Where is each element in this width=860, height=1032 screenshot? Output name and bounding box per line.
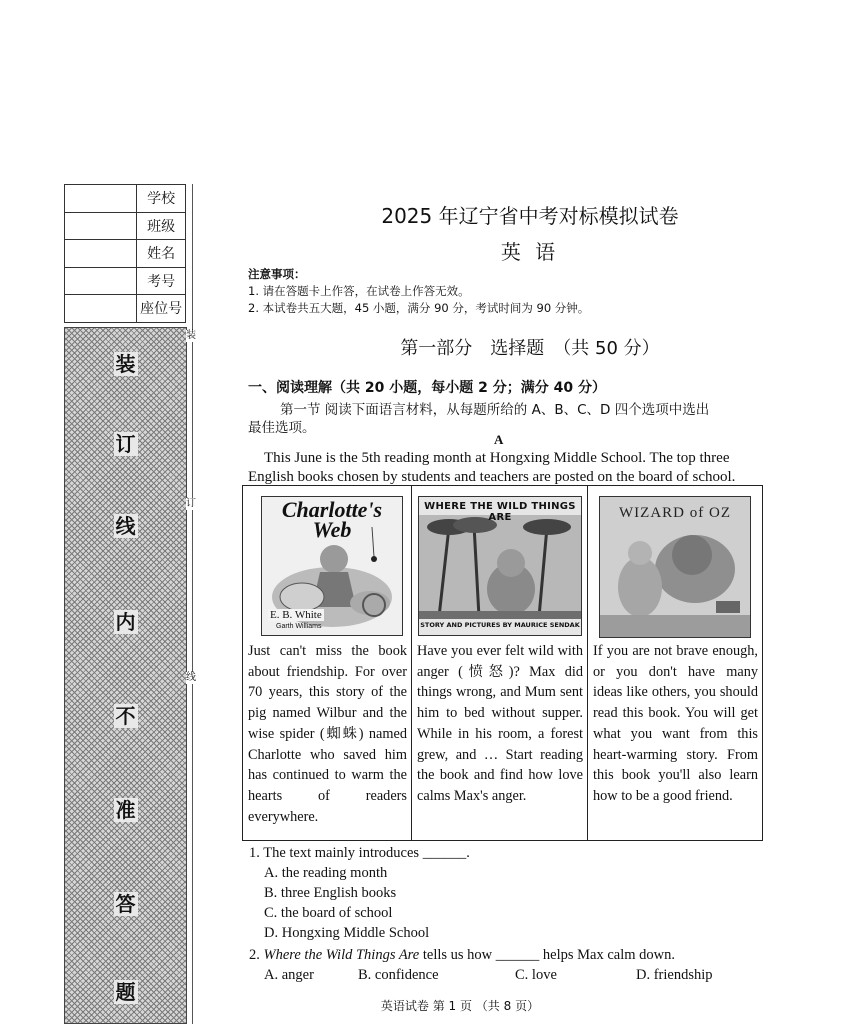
line-mark: 线: [186, 672, 196, 683]
binding-char: 线: [115, 514, 136, 538]
part-title: 第一部分 选择题 （共 50 分）: [400, 338, 660, 359]
cover-title-line: Charlotte's: [281, 497, 383, 522]
question-1-option-c[interactable]: C. the board of school: [264, 905, 393, 921]
name-label: 姓名: [137, 240, 186, 268]
seat-field[interactable]: [65, 295, 137, 323]
name-field[interactable]: [65, 240, 137, 268]
question-2-option-b[interactable]: B. confidence: [358, 967, 439, 983]
line-mark: 装: [186, 330, 196, 341]
notes-heading: 注意事项：: [248, 267, 306, 281]
book-column-charlottes-web: [243, 486, 411, 840]
school-label: 学校: [137, 185, 186, 213]
question-1-option-d[interactable]: D. Hongxing Middle School: [264, 925, 430, 941]
cover-author: STORY AND PICTURES BY MAURICE SENDAK: [420, 621, 580, 629]
info-row-name: [65, 240, 186, 268]
page-footer: 英语试卷 第 1 页 （共 8 页）: [380, 999, 540, 1013]
class-field[interactable]: [65, 212, 137, 240]
book-column-wild-things: [411, 486, 587, 840]
book-description: Have you ever felt wild with anger (愤怒)? Max did things wrong, and Mum sent him to bed without supper. While in his room, a forest grew, and … Start reading the book and find how love calms Max's anger.: [417, 643, 583, 804]
notes-item: 1. 请在答题卡上作答，在试卷上作答无效。: [248, 284, 470, 298]
question-2-option-a[interactable]: A. anger: [264, 967, 314, 983]
exam-number-field[interactable]: [65, 267, 137, 295]
question-1-option-a[interactable]: A. the reading month: [264, 865, 388, 881]
question-2-stem-rest: tells us how ______ helps Max calm down.: [419, 947, 675, 963]
book-description: Just can't miss the book about friendship. For over 70 years, this story of the pig named Wilbur and the wise spider (蜘蛛) named Charlotte who saved him has continued to warm the hearts of readers everywhere.: [248, 643, 407, 825]
subject-title: 英 语: [500, 240, 560, 264]
book-description: If you are not brave enough, or you don't have many ideas like others, you should read this book. You will get what you want from this heart-warming story. From this book you'll also learn how to be a good friend.: [593, 643, 758, 804]
question-1-option-b[interactable]: B. three English books: [264, 885, 397, 901]
binding-char: 订: [115, 432, 136, 456]
info-row-school: [65, 185, 186, 213]
binding-line: [192, 184, 193, 1024]
book-cover-wild-things: [418, 496, 582, 636]
cover-illustrator: Garth Williams: [276, 623, 322, 630]
binding-char: 答: [115, 892, 136, 916]
question-2-number: 2.: [249, 947, 264, 963]
binding-char: 内: [115, 610, 136, 634]
exam-title: 2025 年辽宁省中考对标模拟试卷: [381, 204, 679, 228]
info-row-exam-number: [65, 267, 186, 295]
info-row-class: [65, 212, 186, 240]
cover-title: WIZARD of OZ: [619, 505, 731, 521]
question-2-book-title: Where the Wild Things Are: [263, 947, 420, 963]
cover-title: WHERE THE WILD THINGS ARE: [424, 501, 576, 523]
question-1-stem: 1. The text mainly introduces ______.: [249, 845, 470, 861]
seat-label: 座位号: [137, 295, 186, 323]
book-column-wizard-of-oz: [587, 486, 762, 840]
school-field[interactable]: [65, 185, 137, 213]
exam-number-label: 考号: [137, 267, 186, 295]
cover-title-line: Web: [312, 517, 352, 542]
info-row-seat: [65, 295, 186, 323]
book-cover-charlottes-web: [261, 496, 403, 636]
binding-char: 题: [115, 980, 136, 1004]
question-2-stem: [249, 947, 675, 964]
binding-char: 不: [115, 704, 136, 728]
class-label: 班级: [137, 212, 186, 240]
binding-char: 准: [115, 798, 136, 822]
binding-strip: [64, 327, 187, 1024]
passage-line: English books chosen by students and teachers are posted on the board of school.: [248, 469, 736, 485]
question-2-option-c[interactable]: C. love: [515, 967, 557, 983]
book-table: [242, 485, 763, 841]
section-title: 一、阅读理解（共 20 小题，每小题 2 分；满分 40 分）: [248, 380, 606, 396]
book-cover-wizard-of-oz: [599, 496, 751, 638]
section-instruction-cont: 最佳选项。: [248, 420, 316, 436]
passage-label: A: [494, 432, 504, 447]
notes-item: 2. 本试卷共五大题，45 小题，满分 90 分，考试时间为 90 分钟。: [248, 301, 590, 315]
section-instruction: 第一节 阅读下面语言材料，从每题所给的 A、B、C、D 四个选项中选出: [280, 402, 710, 418]
line-mark: 订: [186, 498, 196, 509]
passage-line: This June is the 5th reading month at Hongxing Middle School. The top three: [264, 450, 730, 466]
cover-author: E. B. White: [270, 609, 322, 621]
binding-char: 装: [115, 352, 136, 376]
question-2-option-d[interactable]: D. friendship: [636, 967, 713, 983]
student-info-table: [64, 184, 186, 323]
